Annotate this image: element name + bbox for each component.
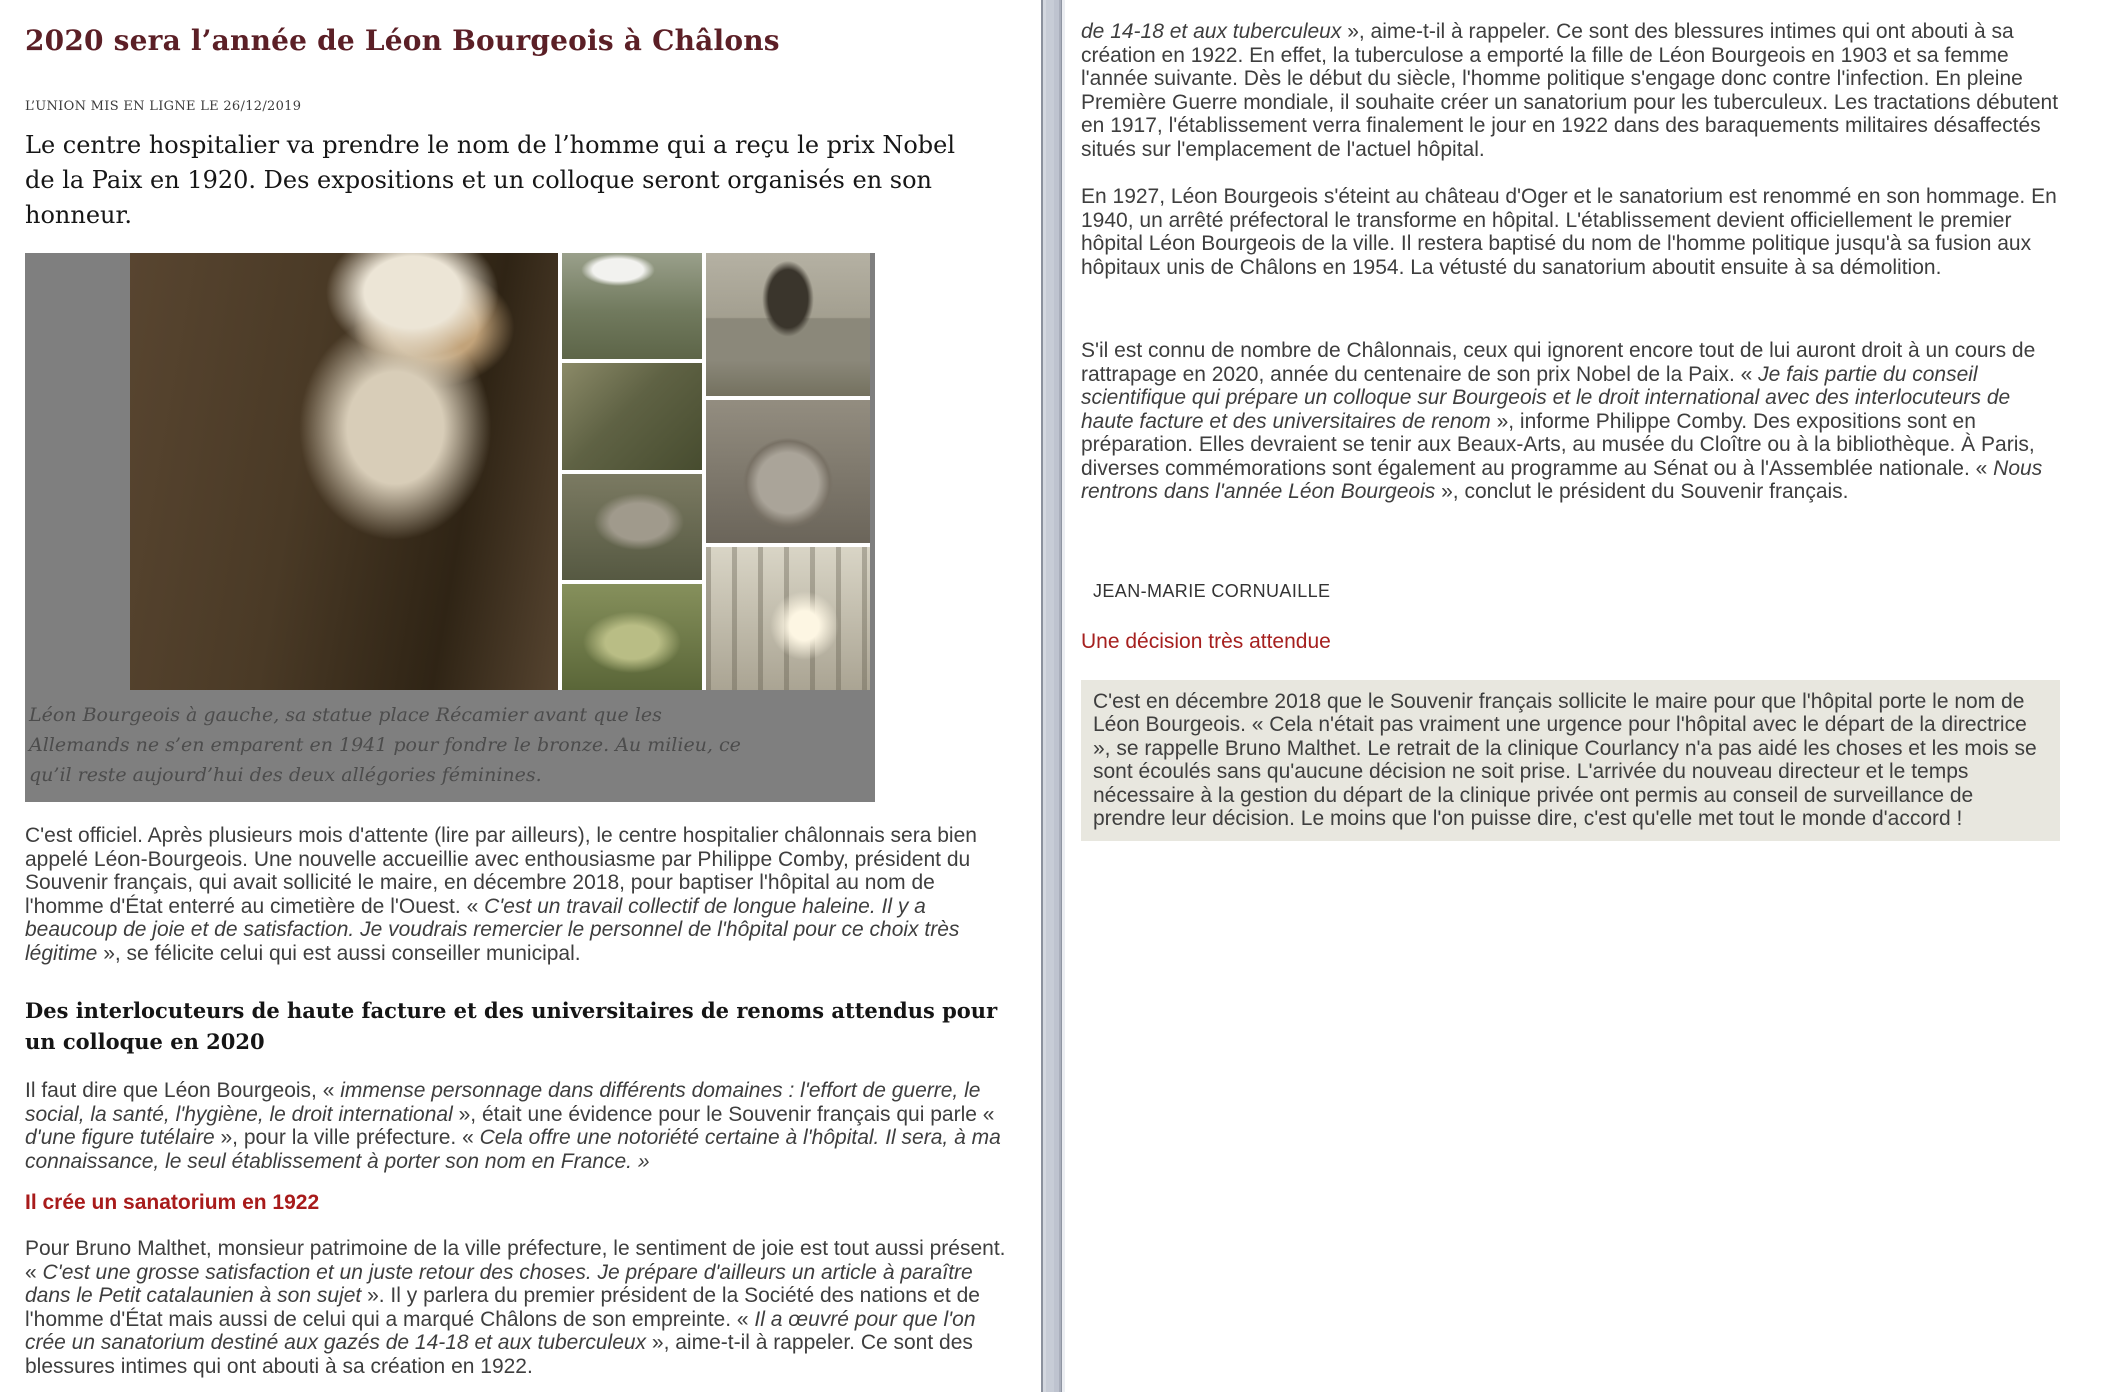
paragraph: de 14-18 et aux tuberculeux », aime-t-il à rappeler. Ce sont des blessures intimes qui ont abouti à sa création en 1922. En effet, la tuberculose a emporté la fille de Léon Bourgeois en 1903 et sa femme l'année suivante. Dès le début du siècle, l'homme politique s'engage donc contre l'infection. En pleine Première Guerre mondiale, il souhaite créer un sanatorium pour les tuberculeux. Les tractations débutent en 1917, l'établissement verra finalement le jour en 1922 dans des baraquements militaires désaffectés situés sur l'emplacement de l'actuel hôpital. [1081,20,2059,161]
subheading-sanatorium: Il crée un sanatorium en 1922 [25,1191,320,1214]
photo-portrait-leon-bourgeois [130,253,558,690]
article-lede: Le centre hospitalier va prendre le nom de l’homme qui a reçu le prix Nobel de la Paix en 1920. Des expositions et un colloque seront organisés en son honneur. [25,131,956,229]
highlighted-sidebar-block [1081,680,2060,841]
subheading-colloque: Des interlocuteurs de haute facture et des universitaires de renoms attendus pour un colloque en 2020 [25,998,998,1054]
figure-caption: Léon Bourgeois à gauche, sa statue place Récamier avant que les Allemands ne s’en emparent en 1941 pour fondre le bronze. Au milieu, ce qu’il reste aujourd’hui des deux allégories féminines. [29,704,741,786]
subheading-decision: Une décision très attendue [1081,629,1331,653]
paragraph: S'il est connu de nombre de Châlonnais, ceux qui ignorent encore tout de lui auront droit à un cours de rattrapage en 2020, année du centenaire de son prix Nobel de la Paix. « Je fais partie du conseil scientifique qui prépare un colloque sur Bourgeois et le droit international avec des interlocuteurs de haute facture et des universitaires de renom », informe Philippe Comby. Des expositions sont en préparation. Elles devraient se tenir aux Beaux-Arts, au musée du Cloître ou à la bibliothèque. À Paris, diverses commémorations sont également au programme au Sénat ou à l'Assemblée nationale. « Nous rentrons dans l'année Léon Bourgeois », conclut le président du Souvenir français. [1081,339,2043,503]
article-figure [25,253,875,802]
highlighted-paragraph: C'est en décembre 2018 que le Souvenir français sollicite le maire pour que l'hôpital porte le nom de Léon Bourgeois. « Cela n'était pas vraiment une urgence pour l'hôpital avec le départ de la directrice », se rappelle Bruno Malthet. Le retrait de la clinique Courlancy n'a pas aidé les choses et les mois se sont écoulés sans qu'aucune décision ne soit prise. L'arrivée du nouveau directeur et le temps nécessaire à la gestion du départ de la clinique privée ont permis au conseil de surveillance de prendre leur décision. Le moins que l'on puisse dire, c'est qu'elle met tout le monde d'accord ! [1093,689,2037,830]
photo-stone-sphere [706,400,870,543]
article-page-2 [1065,0,2102,1392]
photo-moss-covered-stone [562,584,702,690]
article-source-date: L’UNION MIS EN LIGNE LE 26/12/2019 [25,99,302,114]
photo-collage [130,253,870,690]
photo-statue-place-recamier [706,253,870,396]
photo-trees-sunlight [706,547,870,690]
article-title: 2020 sera l’année de Léon Bourgeois à Châlons [25,24,780,57]
photo-park-trees-white-car [562,253,702,359]
photo-stone-remains [562,474,702,580]
pane-scrollbar[interactable] [1040,0,1065,1392]
article-page-1-content [25,22,1013,1378]
paragraph: En 1927, Léon Bourgeois s'éteint au château d'Oger et le sanatorium est renommé en son hommage. En 1940, un arrêté préfectoral le transforme en hôpital. L'établissement devient officiellement le premier hôpital Léon Bourgeois de la ville. Il restera baptisé du nom de l'homme politique jusqu'à sa fusion aux hôpitaux unis de Châlons en 1954. La vétusté du sanatorium aboutit ensuite à sa démolition. [1081,185,2057,279]
author-byline: JEAN-MARIE CORNUAILLE [1093,580,1331,601]
photo-collage-middle-column [562,253,702,690]
article-page-1 [0,0,1040,1392]
paragraph: C'est officiel. Après plusieurs mois d'attente (lire par ailleurs), le centre hospitalier châlonnais sera bien appelé Léon-Bourgeois. Une nouvelle accueillie avec enthousiasme par Philippe Comby, président du Souvenir français, qui avait sollicité le maire, en décembre 2018, pour baptiser l'hôpital au nom de l'homme d'État enterré au cimetière de l'Ouest. « C'est un travail collectif de longue haleine. Il y a beaucoup de joie et de satisfaction. Je voudrais remercier le personnel de l'hôpital pour ce choix très légitime », se félicite celui qui est aussi conseiller municipal. [25,824,977,965]
paragraph: Il faut dire que Léon Bourgeois, « immense personnage dans différents domaines : l'effort de guerre, le social, la santé, l'hygiène, le droit international », était une évidence pour le Souvenir français qui parle « d'une figure tutélaire », pour la ville préfecture. « Cela offre une notoriété certaine à l'hôpital. Il sera, à ma connaissance, le seul établissement à porter son nom en France. » [25,1079,1001,1173]
photo-mossy-rocks [562,363,702,469]
photo-collage-right-column [706,253,870,690]
paragraph: Pour Bruno Malthet, monsieur patrimoine de la ville préfecture, le sentiment de joie est tout aussi présent. « C'est une grosse satisfaction et un juste retour des choses. Je prépare d'ailleurs un article à paraître dans le Petit catalaunien à son sujet ». Il y parlera du premier président de la Société des nations et de l'homme d'État mais aussi de celui qui a marqué Châlons de son empreinte. « Il a œuvré pour que l'on crée un sanatorium destiné aux gazés de 14-18 et aux tuberculeux », aime-t-il à rappeler. Ce sont des blessures intimes qui ont abouti à sa création en 1922. [25,1237,1006,1378]
article-body-left [25,824,1013,1378]
